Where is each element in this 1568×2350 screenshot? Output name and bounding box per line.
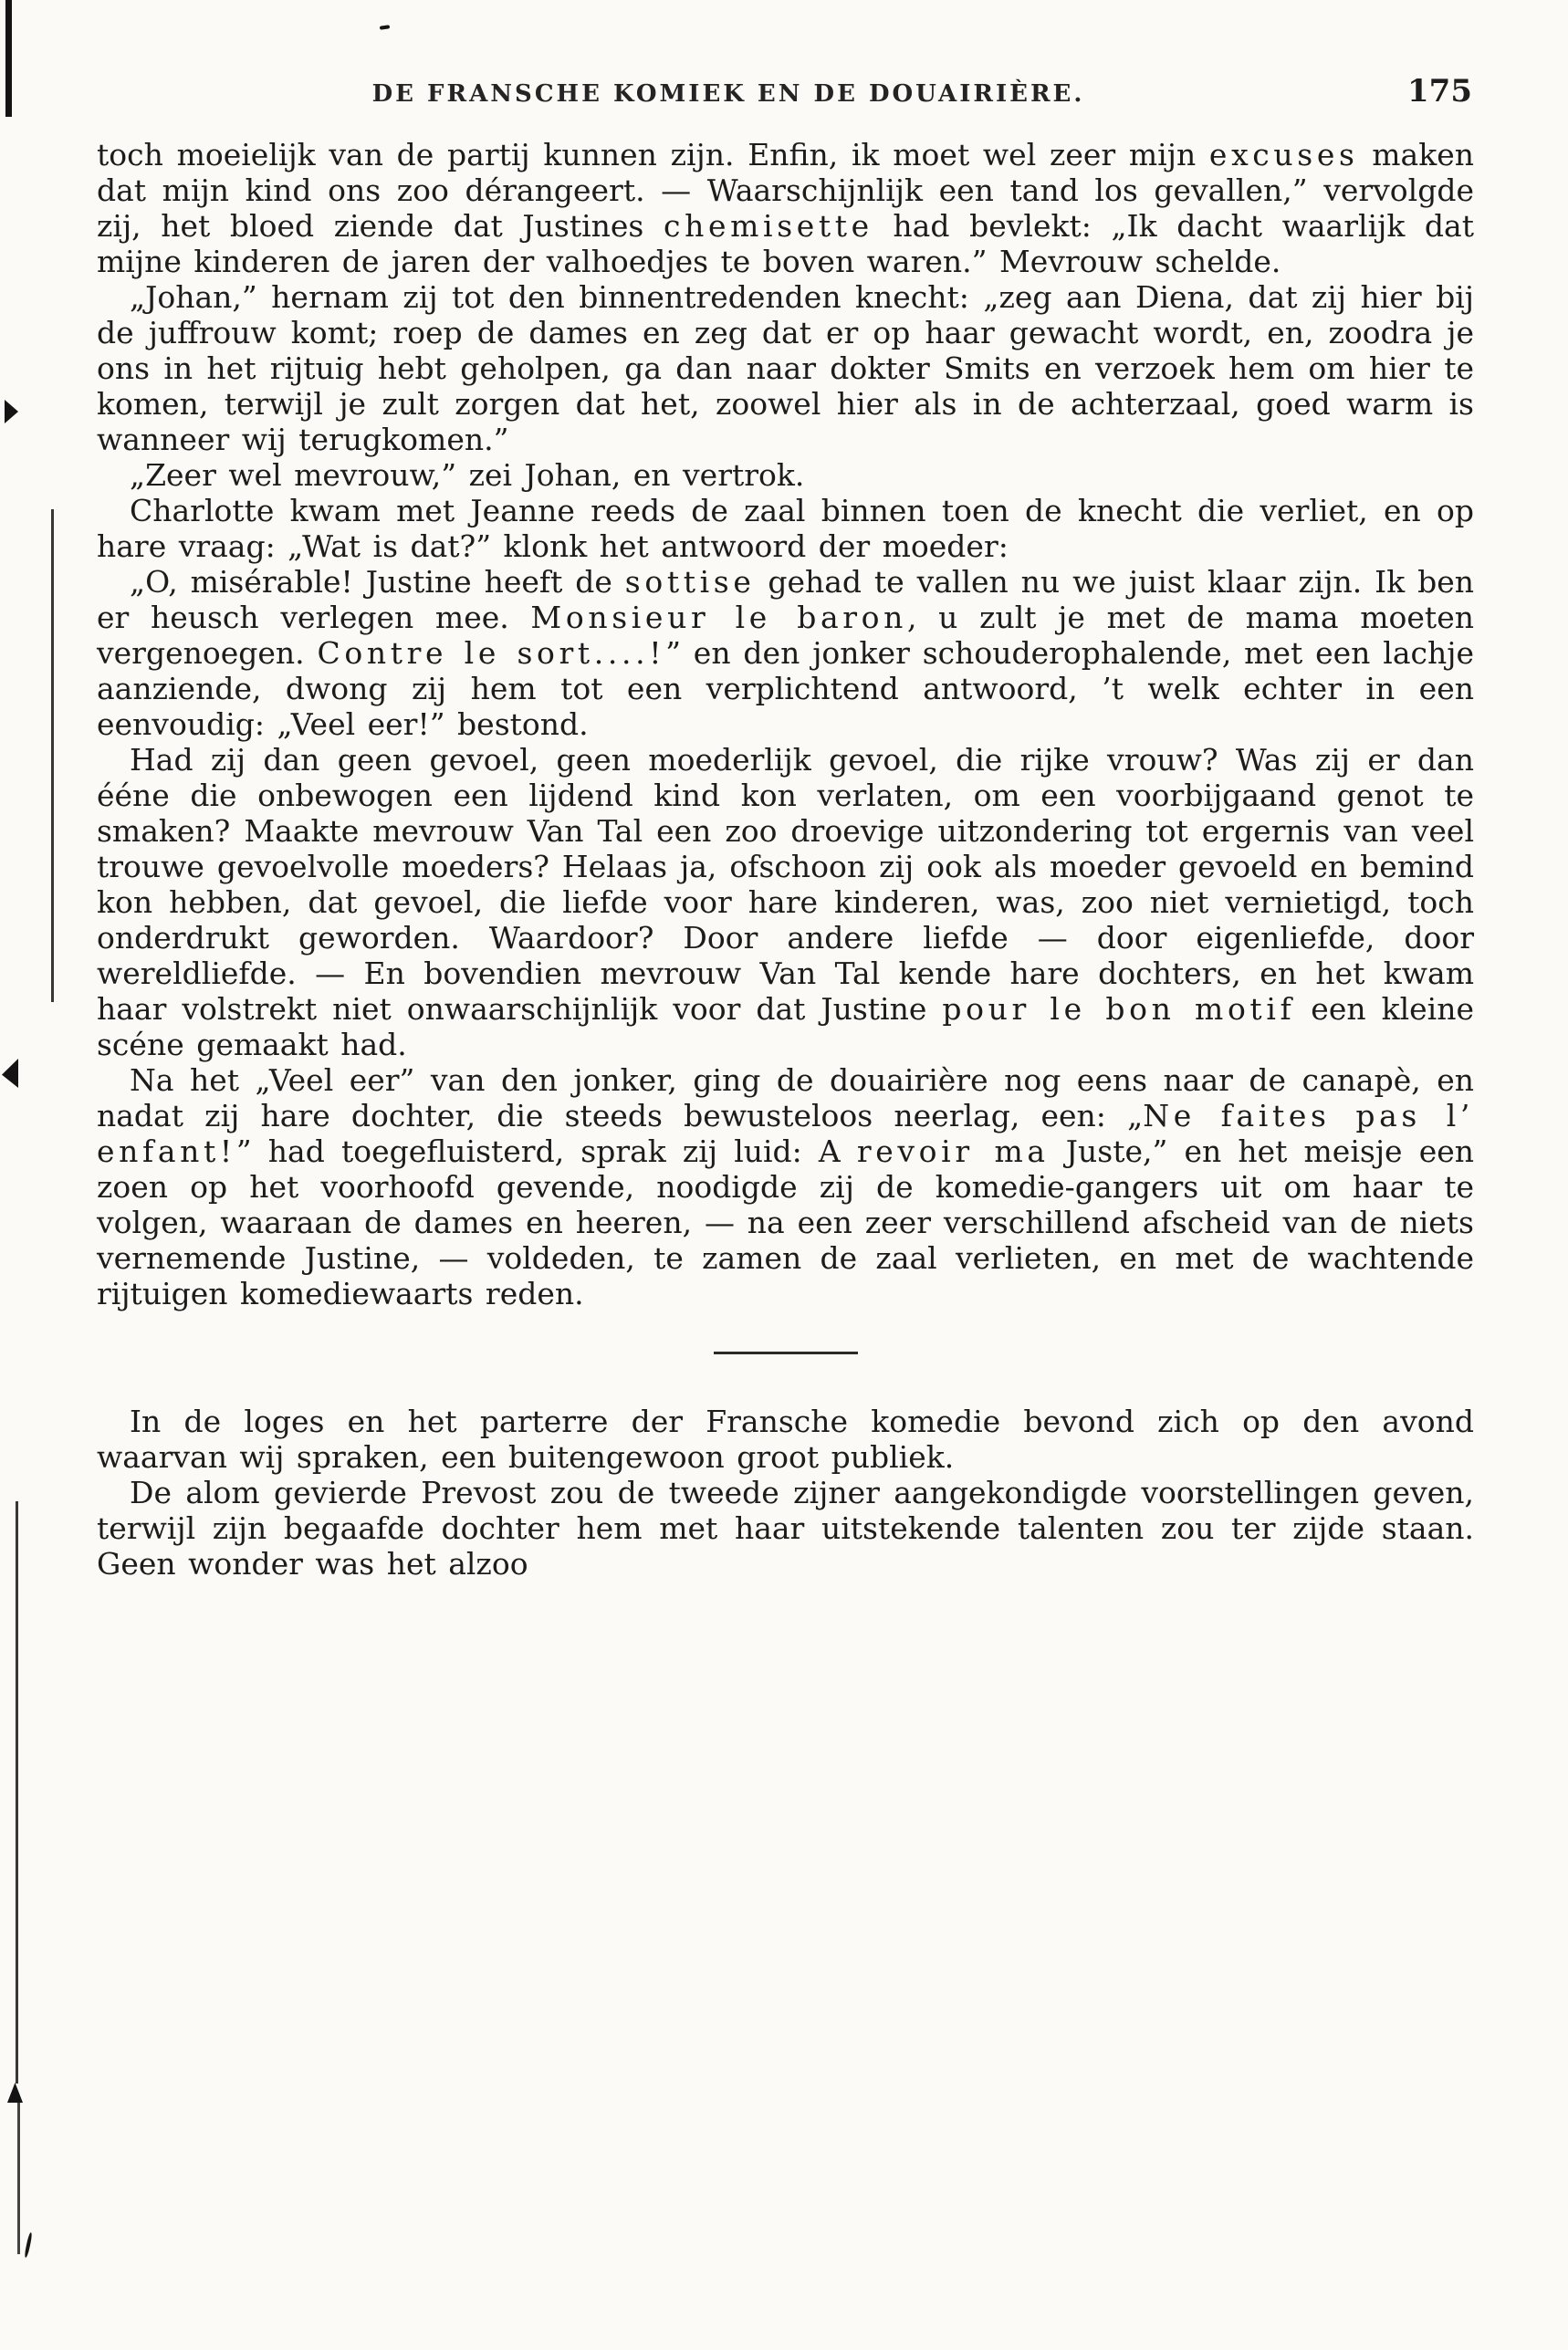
text-run: een kleine scéne gemaakt had. [97,991,1474,1062]
emphasis-spaced-text: Ne faites pas l’ enfant! [97,1098,1474,1169]
scan-artifact-mark [5,400,18,423]
paragraph [97,564,1474,742]
paragraph [97,1404,1474,1475]
text-run: De alom gevierde Prevost zou de tweede zijner aangekondigde voorstellingen geven, terwijl zijn begaafde dochter hem met haar uitstekende talenten zou ter zijde staan. Geen wonder was het alzoo [97,1475,1474,1582]
text-run: „O, misérable! Justine heeft de [130,564,625,600]
text-section-2 [97,1404,1474,1582]
text-run: Na het „Veel eer” van den jonker, ging de douairière nog eens naar de canapè, en nadat zij hare dochter, die steeds bewusteloos neerlag, een: „ [97,1062,1474,1133]
paragraph [97,493,1474,564]
emphasis-spaced-text: pour le bon motif [942,991,1296,1027]
scan-artifact-speck [380,25,390,29]
paragraph [97,1062,1474,1311]
paragraph [97,1475,1474,1582]
body-text [97,137,1474,1582]
text-run: toch moeielijk van de partij kunnen zijn. Enfin, ik moet wel zeer mijn [97,137,1209,172]
emphasis-spaced-text: revoir ma [856,1133,1050,1169]
emphasis-spaced-text: Monsieur le baron [530,600,908,635]
page-content [97,73,1475,1582]
text-section-1 [97,137,1474,1311]
text-run: maken dat mijn kind ons zoo dérangeert. — Waarschijnlijk een tand los gevallen,” vervolgde zij, het bloed ziende dat Justines [97,137,1474,244]
text-run: Had zij dan geen gevoel, geen moederlijk gevoel, die rijke vrouw? Was zij er dan ééne die onbewogen een lijdend kind kon verlaten, om een voorbijgaand genot te smaken? Maakte mevrouw Van Tal een zoo droevige uitzondering tot ergernis van veel trouwe gevoelvolle moeders? Helaas ja, ofschoon zij ook als moeder gevoeld en bemind kon hebben, dat gevoel, die liefde voor hare kinderen, was, zoo niet vernietigd, toch onderdrukt geworden. Waardoor? Door andere liefde — door eigenliefde, door wereldliefde. — En bovendien mevrouw Van Tal kende hare dochters, en het kwam haar volstrekt niet onwaarschijnlijk voor dat Justine [97,742,1474,1027]
text-run: had bevlekt: „Ik dacht waarlijk dat mijne kinderen de jaren der valhoedjes te boven waren.” Mevrouw schelde. [97,208,1474,279]
text-run: „Johan,” hernam zij tot den binnentredenden knecht: „zeg aan Diena, dat zij hier bij de juffrouw komt; roep de dames en zeg dat er op haar gewacht wordt, en, zoodra je ons in het rijtuig hebt geholpen, ga dan naar dokter Smits en verzoek hem om hier te komen, terwijl je zult zorgen dat het, zoowel hier als in de achterzaal, goed warm is wanneer wij terugkomen.” [97,279,1474,457]
text-run: In de loges en het parterre der Fransche komedie bevond zich op den avond waarvan wij spraken, een buitengewoon groot publiek. [97,1404,1474,1475]
scan-artifact-mark [24,2232,33,2258]
page-number: 175 [1407,73,1472,110]
emphasis-spaced-text: excuses [1208,137,1359,172]
scan-artifact-edge-line [17,2103,20,2254]
page-header [97,73,1474,119]
paragraph [97,742,1474,1062]
scan-artifact-edge-line [16,1501,18,2084]
emphasis-spaced-text: chemisette [663,208,873,244]
text-run: Juste,” en het meisje een zoen op het voorhoofd gevende, noodigde zij de komedie-gangers uit om haar te volgen, waaraan de dames en heeren, — na een zeer verschillend afscheid van de niets vernemende Justine, — voldeden, te zamen de zaal verlieten, en met de wachtende rijtuigen komediewaarts reden. [97,1133,1475,1311]
scan-artifact-mark [2,1059,18,1088]
paragraph [97,457,1474,493]
paragraph [97,279,1474,457]
text-run: ” en den jonker schouderophalende, met een lachje aanziende, dwong zij hem tot een verplichtend antwoord, ’t welk echter in een eenvoudig: „Veel eer!” bestond. [97,635,1474,742]
text-run: , u zult je met de mama moeten vergenoegen. [97,600,1474,671]
scan-artifact-mark [7,2083,23,2103]
running-title: DE FRANSCHE KOMIEK EN DE DOUAIRIÈRE. [371,80,1085,108]
emphasis-spaced-text: Contre le sort....! [317,635,666,671]
scan-artifact-edge-line-top [5,0,12,117]
section-divider [714,1352,858,1354]
scan-artifact-edge-line [51,509,54,1002]
text-run: Charlotte kwam met Jeanne reeds de zaal binnen toen de knecht die verliet, en op hare vraag: „Wat is dat?” klonk het antwoord der moeder: [97,493,1474,564]
text-run: ” had toegefluisterd, sprak zij luid: A [235,1133,857,1169]
emphasis-spaced-text: sottise [624,564,756,600]
paragraph [97,137,1474,279]
text-run: gehad te vallen nu we juist klaar zijn. Ik ben er heusch verlegen mee. [97,564,1474,635]
text-run: „Zeer wel mevrouw,” zei Johan, en vertrok. [130,457,805,493]
